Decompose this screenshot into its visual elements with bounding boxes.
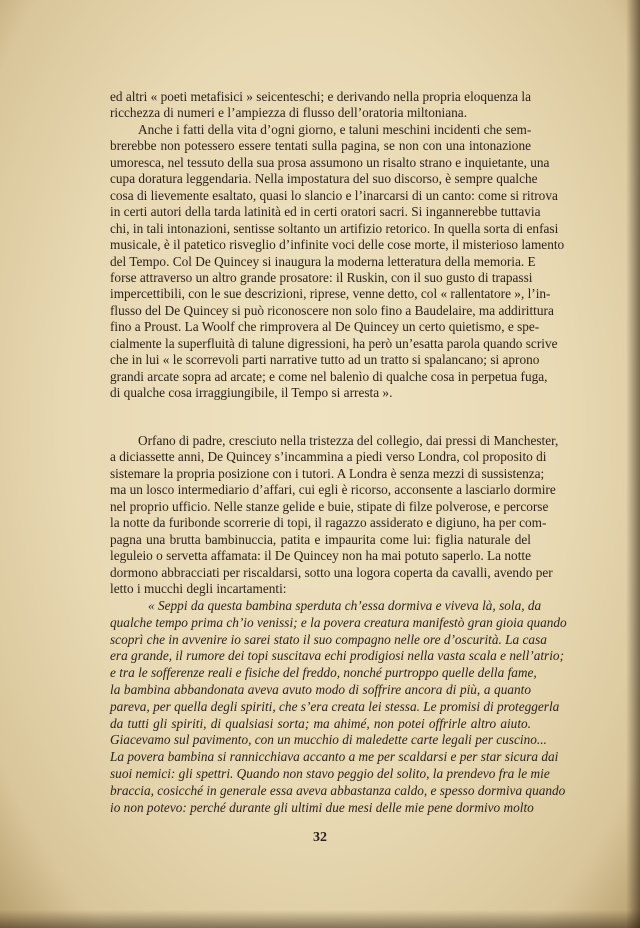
text-line: nel proprio ufficio. Nelle stanze gelide e buie, stipate di filze polverose, e percorse	[110, 498, 549, 514]
text-line: fino a Proust. La Woolf che rimprovera al De Quincey un certo quietismo, e spe-	[110, 319, 540, 335]
text-line: musicale, è il patetico risveglio d’infinite voci delle cose morte, il misterioso lamento	[110, 237, 565, 253]
text-line: Giacevamo sul pavimento, con un mucchio di maledette carte legali per cuscino...	[110, 732, 547, 748]
text-line: dormono abbracciati per riscaldarsi, sotto una logora coperta da cavalli, avendo per	[110, 564, 553, 580]
text-line: impercettibili, con le sue descrizioni, riprese, venne detto, col « rallentatore », l’in-	[110, 286, 551, 302]
text-line: forse attraverso un altro grande prosatore: il Ruskin, con il suo gusto di trapassi	[110, 269, 533, 285]
text-line: Anche i fatti della vita d’ogni giorno, e taluni meschini incidenti che sem-	[138, 122, 532, 137]
text-line: del Tempo. Col De Quincey si inaugura la moderna letteratura della memoria. E	[110, 253, 536, 269]
page-shadow-bottom	[0, 910, 640, 928]
text-line: pagna una brutta bambinuccia, patita e impaurita come lui: figlia naturale del	[110, 531, 531, 547]
text-line: cosa di lievemente esaltato, quasi lo slancio e l’inarcarsi di un canto: come si ritrova	[110, 187, 558, 203]
text-line: brerebbe non potessero essere tentati sulla pagina, se non con una intonazione	[110, 138, 531, 154]
text-line: che in lui « le scorrevoli parti narrative tutto ad un tratto si spalancano; si aprono	[110, 352, 540, 368]
text-line: cialmente la superfluità di talune digressioni, ha però un’esatta parola quando scrive	[110, 335, 558, 351]
text-line: la notte da furibonde scorrerie di topi, il ragazzo assiderato e digiuno, ha per com-	[110, 515, 547, 531]
page-number: 32	[313, 830, 327, 845]
paragraph-anche	[110, 122, 565, 401]
page-shadow-right	[626, 0, 640, 928]
paragraph-continuation	[110, 89, 531, 122]
text-line: suoi nemici: gli spettri. Quando non stavo peggio del solito, la prendevo fra le mie	[110, 765, 550, 781]
text-line: pareva, per quella degli spiriti, che s’era creata lei stessa. Le promisi di proteggerla	[110, 698, 560, 714]
text-line: Orfano di padre, cresciuto nella tristezza del collegio, dai pressi di Manchester,	[138, 433, 559, 448]
text-line: « Seppi da questa bambina sperduta ch’essa dormiva e viveva là, sola, da	[148, 598, 542, 613]
text-line: sistemare la propria posizione con i tutori. A Londra è senza mezzi di sussistenza;	[110, 465, 545, 481]
text-line: ricchezza di numeri e l’ampiezza di flusso dell’oratoria miltoniana.	[110, 105, 468, 121]
text-line: io non potevo: perché durante gli ultimi due mesi delle mie pene dormivo molto	[110, 799, 534, 815]
text-line: chi, in tali intonazioni, sentisse soltanto un artifizio retorico. In quella sorta di enfasi	[110, 220, 559, 236]
paragraph-orfano	[110, 433, 559, 597]
text-line: era grande, il rumore dei topi suscitava echi prodigiosi nella vasta scala e nell’atrio;	[110, 648, 565, 664]
text-line: flusso del De Quincey si può riconoscere non solo fino a Baudelaire, ma addirittura	[110, 302, 554, 318]
text-line: grandi arcate sopra ad arcate; e come nel balenìo di qualche cosa in perpetua fuga,	[110, 368, 548, 384]
text-line: letto i mucchi degli incartamenti:	[110, 580, 287, 596]
text-line: e tra le sofferenze reali e fisiche del freddo, nonché purtroppo quelle della fame,	[110, 665, 537, 681]
block-quote	[110, 598, 567, 816]
text-line: umoresca, nel tessuto della sua prosa assumono un risalto strano e inquietante, una	[110, 154, 550, 170]
text-line: ma un losco intermediario d’affari, cui egli è ricorso, acconsente a lasciarlo dormire	[110, 482, 556, 498]
text-line: la bambina abbandonata aveva avuto modo di soffrire ancora di più, a quanto	[110, 681, 531, 697]
text-line: braccia, cosicché in generale essa aveva abbastanza caldo, e spesso dormiva quando	[110, 782, 566, 798]
text-line: di qualche cosa irraggiungibile, il Tempo si arresta ».	[110, 385, 393, 400]
text-line: La povera bambina si rannicchiava accanto a me per scaldarsi e per star sicura dai	[110, 749, 559, 765]
text-line: qualche tempo prima ch’io venissi; e la povera creatura manifestò gran gioia quando	[110, 614, 567, 630]
text-line: ed altri « poeti metafisici » seicenteschi; e derivando nella propria eloquenza la	[110, 89, 531, 104]
text-line: leguleio o servetta affamata: il De Quincey non ha mai potuto saperlo. La notte	[110, 548, 531, 564]
text-line: cupa doratura leggendaria. Nella impostatura del suo discorso, è sempre qualche	[110, 171, 538, 187]
text-line: scoprì che in avvenire io sarei stato il suo compagno nelle ore d’oscurità. La casa	[110, 631, 547, 647]
text-line: a diciassette anni, De Quincey s’incammina a piedi verso Londra, col proposito di	[110, 449, 547, 465]
text-line: in certi autori della tarda latinità ed in certi oratori sacri. Si ingannerebbe tuttavia	[110, 204, 541, 220]
text-line: da tutti gli spiriti, di qualsiasi sorta; ma ahimé, non potei offrirle altro aiuto.	[110, 715, 531, 731]
